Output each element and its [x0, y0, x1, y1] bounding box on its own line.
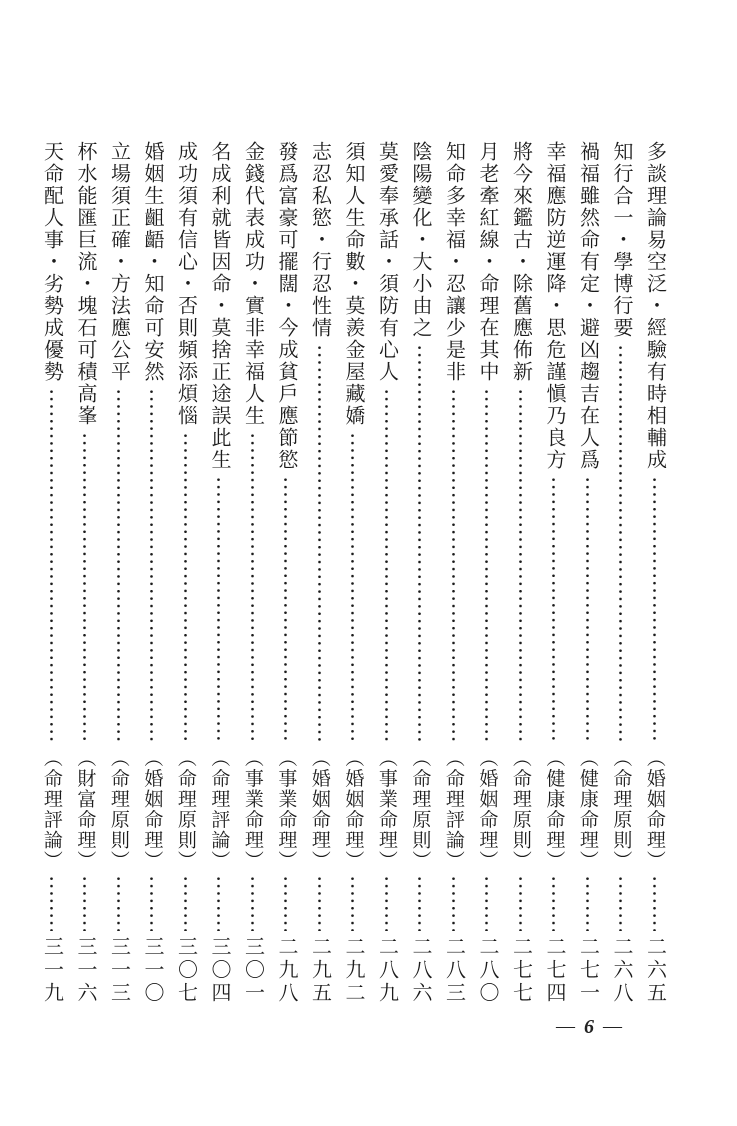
- entry-category: （健康命理）: [576, 748, 598, 871]
- entry-category: （健康命理）: [543, 748, 565, 871]
- dot-leader-lower: [217, 875, 220, 931]
- dot-leader-upper: [653, 476, 656, 744]
- dot-leader-lower: [150, 875, 153, 931]
- table-of-contents: [38, 141, 667, 1005]
- dot-leader-lower: [50, 875, 53, 931]
- dot-leader-lower: [284, 875, 287, 931]
- entry-page-number: 三〇一: [241, 936, 264, 1005]
- dot-leader-upper: [50, 388, 53, 744]
- entry-title: 知命多幸福・忍讓少是非: [442, 141, 465, 383]
- dot-leader-upper: [217, 476, 220, 744]
- entry-category: （事業命理）: [241, 748, 263, 871]
- dot-leader-lower: [83, 875, 86, 931]
- toc-entry: [440, 141, 466, 1005]
- toc-entry: [239, 141, 265, 1005]
- entry-category: （事業命理）: [275, 748, 297, 871]
- dot-leader-lower: [251, 875, 254, 931]
- dot-leader-upper: [485, 388, 488, 744]
- footer-dash-right: —: [603, 1016, 622, 1037]
- entry-category: （事業命理）: [375, 748, 397, 871]
- dot-leader-lower: [552, 875, 555, 931]
- entry-page-number: 三一六: [74, 936, 96, 1005]
- entry-title: 名成利就皆因命・莫捨正途誤此生: [208, 141, 230, 471]
- dot-leader-lower: [452, 875, 455, 931]
- footer-dash-left: —: [556, 1016, 575, 1037]
- dot-leader-lower: [519, 875, 522, 931]
- entry-title: 月老牽紅線・命理在其中: [476, 141, 498, 383]
- entry-title: 多談理論易空泛・經驗有時相輔成: [643, 141, 666, 471]
- entry-title: 立場須正確・方法應公平: [107, 141, 130, 383]
- entry-page-number: 二九二: [342, 936, 364, 1005]
- entry-category: （婚姻命理）: [342, 748, 364, 871]
- entry-page-number: 三一〇: [141, 936, 163, 1005]
- entry-page-number: 二八三: [442, 936, 465, 1005]
- entry-page-number: 二七一: [576, 936, 599, 1005]
- entry-page-number: 二九八: [275, 936, 297, 1005]
- entry-title: 成功須有信心・否則頻添煩惱: [174, 141, 197, 427]
- entry-title: 禍福雖然命有定・避凶趨吉在人爲: [576, 141, 599, 471]
- entry-page-number: 二六五: [643, 936, 666, 1005]
- toc-entry: [273, 141, 299, 1005]
- toc-entry: [373, 141, 399, 1005]
- entry-category: （婚姻命理）: [308, 748, 330, 871]
- entry-category: （命理原則）: [610, 748, 632, 871]
- entry-title: 須知人生命數・莫羨金屋藏嬌: [342, 141, 364, 427]
- dot-leader-upper: [318, 344, 321, 744]
- entry-title: 發爲富豪可擺闊・今成貧戶應節慾: [275, 141, 297, 471]
- toc-entry: [608, 141, 634, 1005]
- toc-entry: [541, 141, 567, 1005]
- entry-title: 將今來鑑古・除舊應佈新: [509, 141, 532, 383]
- dot-leader-lower: [485, 875, 488, 931]
- entry-page-number: 二九五: [308, 936, 331, 1005]
- dot-leader-lower: [318, 875, 321, 931]
- entry-page-number: 二七七: [509, 936, 532, 1005]
- entry-title: 杯水能匯巨流・塊石可積高峯: [74, 141, 96, 427]
- dot-leader-upper: [251, 432, 254, 744]
- dot-leader-upper: [284, 476, 287, 744]
- page-footer: [536, 1012, 642, 1042]
- toc-entry: [574, 141, 600, 1005]
- toc-entry: [206, 141, 232, 1005]
- dot-leader-upper: [83, 432, 86, 744]
- dot-leader-upper: [619, 344, 622, 744]
- entry-page-number: 三〇四: [208, 936, 230, 1005]
- entry-page-number: 二六八: [610, 936, 632, 1005]
- dot-leader-upper: [586, 476, 589, 744]
- toc-entry: [172, 141, 198, 1005]
- entry-category: （命理評論）: [442, 748, 464, 871]
- dot-leader-upper: [552, 476, 555, 744]
- entry-page-number: 二八〇: [476, 936, 498, 1005]
- toc-entry: [139, 141, 165, 1005]
- dot-leader-upper: [418, 344, 421, 744]
- entry-title: 志忍私慾・行忍性情: [308, 141, 331, 339]
- dot-leader-lower: [385, 875, 388, 931]
- toc-entry: [105, 141, 131, 1005]
- dot-leader-lower: [117, 875, 120, 931]
- dot-leader-upper: [385, 388, 388, 744]
- entry-page-number: 三〇七: [174, 936, 197, 1005]
- entry-category: （婚姻命理）: [476, 748, 498, 871]
- entry-category: （婚姻命理）: [643, 748, 665, 871]
- entry-title: 婚姻生齟齬・知命可安然: [141, 141, 163, 383]
- entry-title: 幸福應防逆運降・思危謹愼乃良方: [543, 141, 565, 471]
- dot-leader-upper: [117, 388, 120, 744]
- entry-category: （命理評論）: [40, 748, 62, 871]
- toc-entry: [306, 141, 332, 1005]
- dot-leader-upper: [452, 388, 455, 744]
- entry-page-number: 二八九: [375, 936, 398, 1005]
- toc-entry: [474, 141, 500, 1005]
- dot-leader-lower: [184, 875, 187, 931]
- toc-entry: [507, 141, 533, 1005]
- entry-page-number: 三一三: [107, 936, 130, 1005]
- entry-title: 陰陽變化・大小由之: [409, 141, 431, 339]
- entry-page-number: 二八六: [409, 936, 431, 1005]
- dot-leader-lower: [619, 875, 622, 931]
- entry-category: （財富命理）: [74, 748, 96, 871]
- dot-leader-upper: [351, 432, 354, 744]
- entry-title: 天命配人事・劣勢成優勢: [40, 141, 63, 383]
- dot-leader-upper: [150, 388, 153, 744]
- toc-entry: [72, 141, 98, 1005]
- dot-leader-lower: [586, 875, 589, 931]
- dot-leader-lower: [418, 875, 421, 931]
- entry-title: 知行合一・學博行要: [610, 141, 632, 339]
- dot-leader-upper: [519, 388, 522, 744]
- entry-category: （命理原則）: [174, 748, 196, 871]
- dot-leader-lower: [351, 875, 354, 931]
- toc-entry: [407, 141, 433, 1005]
- entry-title: 莫愛奉承話・須防有心人: [375, 141, 398, 383]
- toc-entry: [38, 141, 64, 1005]
- entry-category: （命理評論）: [208, 748, 230, 871]
- entry-category: （命理原則）: [509, 748, 531, 871]
- entry-page-number: 三一九: [40, 936, 63, 1005]
- toc-entry: [340, 141, 366, 1005]
- entry-category: （命理原則）: [409, 748, 431, 871]
- entry-category: （婚姻命理）: [141, 748, 163, 871]
- dot-leader-upper: [184, 432, 187, 744]
- dot-leader-lower: [653, 875, 656, 931]
- entry-category: （命理原則）: [107, 748, 129, 871]
- footer-page-number: 6: [584, 1015, 594, 1038]
- entry-title: 金錢代表成功・實非幸福人生: [241, 141, 264, 427]
- entry-page-number: 二七四: [543, 936, 565, 1005]
- toc-entry: [641, 141, 667, 1005]
